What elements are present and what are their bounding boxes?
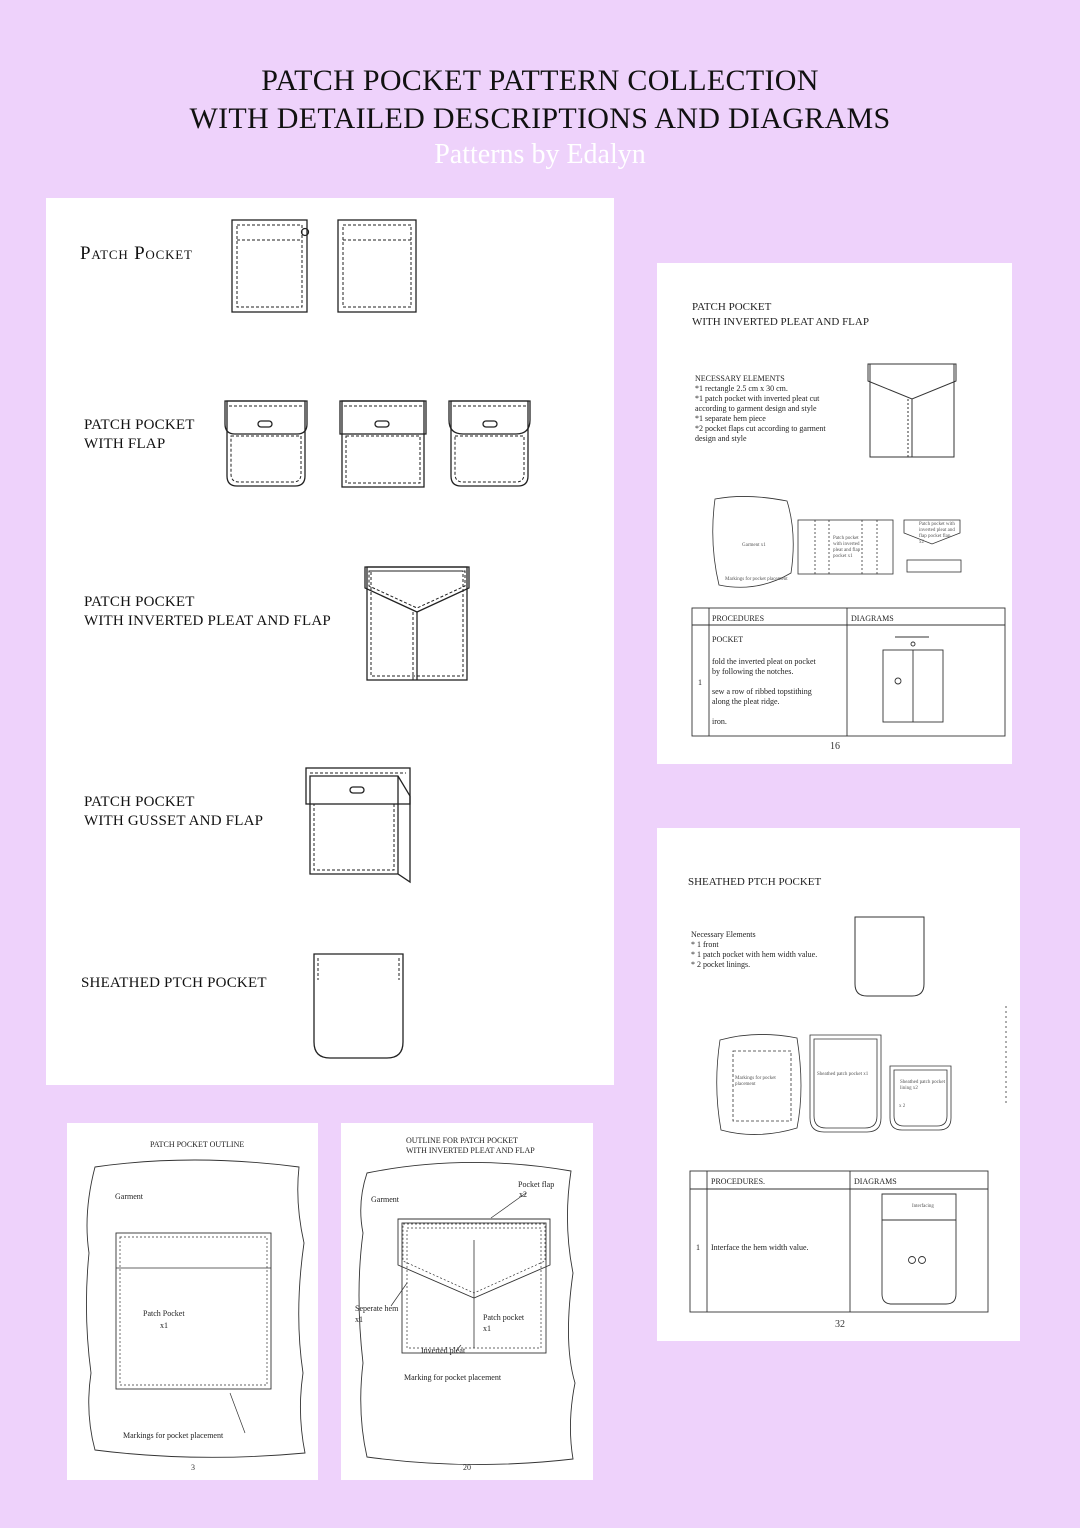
p32-diagram-label: Interfacing: [912, 1204, 934, 1209]
catalog-label-sheathed: SHEATHED PTCH POCKET: [81, 975, 267, 991]
p16-page-number: 16: [830, 741, 840, 752]
catalog-label-pleat-1: PATCH POCKET: [84, 594, 195, 610]
p3-garment: Garment: [115, 1192, 143, 1201]
p32-title: SHEATHED PTCH POCKET: [688, 876, 822, 888]
p32-pattern-pieces: [717, 1006, 1006, 1135]
p16-elem-3: according to garment design and style: [695, 404, 817, 413]
p3-pocket-label: Patch Pocket: [143, 1309, 185, 1318]
p16-col-procedures: PROCEDURES: [712, 614, 765, 623]
p16-step-4: along the pleat ridge.: [712, 697, 780, 706]
p32-row-number: 1: [696, 1243, 700, 1252]
p3-title: PATCH POCKET OUTLINE: [150, 1140, 245, 1149]
catalog-label-patch-pocket: Patch Pocket: [80, 243, 193, 264]
page-3: [67, 1123, 318, 1480]
catalog-label-gusset-2: WITH GUSSET AND FLAP: [84, 813, 264, 829]
p20-hem-qty: x1: [355, 1315, 363, 1324]
header: [0, 62, 1080, 172]
p32-elem-3: * 2 pocket linings.: [691, 960, 751, 969]
p32-page-number: 32: [835, 1319, 845, 1330]
p32-x2-label: x 2: [899, 1104, 906, 1109]
page-20-drawings: [341, 1123, 593, 1480]
inverted-pleat-pocket-drawing: [365, 567, 469, 680]
p16-elem-5: *2 pocket flaps cut according to garment: [695, 424, 826, 433]
p16-markings-label: Markings for pocket placement: [725, 577, 788, 582]
p16-elem-1: *1 rectangle 2.5 cm x 30 cm.: [695, 384, 788, 393]
p20-hem-label: Seperate hem: [355, 1304, 399, 1313]
catalog-label-flap-2: WITH FLAP: [84, 436, 166, 452]
flap-pocket-drawing-3: [449, 401, 530, 486]
catalog-label-gusset-1: PATCH POCKET: [84, 794, 195, 810]
p32-table: [690, 1171, 988, 1312]
page-3-drawings: [67, 1123, 318, 1480]
p20-pocket-qty: x1: [483, 1324, 491, 1333]
p16-col-diagrams: DIAGRAMS: [851, 614, 894, 623]
p20-pocket-label: Patch pocket: [483, 1313, 525, 1322]
p20-garment: Garment: [371, 1195, 399, 1204]
p20-title-2: WITH INVERTED PLEAT AND FLAP: [406, 1146, 535, 1155]
p16-title-2: WITH INVERTED PLEAT AND FLAP: [692, 316, 869, 328]
p16-elem-6: design and style: [695, 434, 747, 443]
p32-pocket-label: Sheathed patch pocket x1: [817, 1072, 869, 1077]
p32-elem-2: * 1 patch pocket with hem width value.: [691, 950, 818, 959]
catalog-page: [46, 198, 614, 1085]
p16-title-1: PATCH POCKET: [692, 301, 772, 313]
p16-step-3: sew a row of ribbed topstithing: [712, 687, 812, 696]
sheathed-pocket-drawing: [314, 954, 403, 1058]
p20-pleat-label: Inverted pleat: [421, 1346, 466, 1355]
p32-garment-label: Markings for pocket placement: [735, 1076, 776, 1087]
p32-lining-label: Sheathed patch pocket lining x2: [900, 1080, 945, 1091]
catalog-label-pleat-2: WITH INVERTED PLEAT AND FLAP: [84, 613, 331, 629]
p32-col-diagrams: DIAGRAMS: [854, 1177, 897, 1186]
patch-pocket-drawing-2: [338, 220, 416, 312]
subtitle: Patterns by Edalyn: [434, 139, 646, 170]
gusset-pocket-drawing: [306, 768, 410, 882]
p32-elem-1: * 1 front: [691, 940, 719, 949]
p16-step-2: by following the notches.: [712, 667, 794, 676]
p20-flap-qty: x2: [519, 1190, 527, 1199]
p16-step-5: iron.: [712, 717, 727, 726]
p16-garment-label: Garment x1: [742, 543, 766, 548]
catalog-label-flap-1: PATCH POCKET: [84, 417, 195, 433]
patch-pocket-drawing-1: [232, 220, 309, 312]
p32-step-0: Interface the hem width value.: [711, 1243, 809, 1252]
p16-pocket-label: Patch pocket with inverted pleat and flap pocket x1: [833, 536, 861, 559]
p20-flap-label: Pocket flap: [518, 1180, 555, 1189]
page-16: [657, 263, 1012, 764]
p3-pocket-qty: x1: [160, 1321, 168, 1330]
p16-step-0: POCKET: [712, 635, 744, 644]
p32-pocket-drawing: [855, 917, 924, 996]
p16-step-1: fold the inverted pleat on pocket: [712, 657, 816, 666]
p32-elem-0: Necessary Elements: [691, 930, 756, 939]
page-20: [341, 1123, 593, 1480]
page-32-drawings: [657, 828, 1020, 1341]
p16-pocket-drawing: [868, 364, 956, 457]
title-line-2: WITH DETAILED DESCRIPTIONS AND DIAGRAMS: [189, 102, 891, 135]
p3-markings: Markings for pocket placement: [123, 1431, 224, 1440]
title-line-1: PATCH POCKET PATTERN COLLECTION: [261, 64, 819, 97]
page-16-drawings: [657, 263, 1012, 764]
p16-row-number: 1: [698, 678, 702, 687]
p16-elem-4: *1 separate hem piece: [695, 414, 766, 423]
p16-elem-2: *1 patch pocket with inverted pleat cut: [695, 394, 820, 403]
p16-elem-0: NECESSARY ELEMENTS: [695, 374, 785, 383]
p20-title-1: OUTLINE FOR PATCH POCKET: [406, 1136, 518, 1145]
p20-page-number: 20: [463, 1463, 471, 1472]
p3-page-number: 3: [191, 1463, 195, 1472]
p20-markings: Marking for pocket placement: [404, 1373, 502, 1382]
catalog-drawings: [46, 198, 614, 1085]
flap-pocket-drawing-2: [340, 401, 426, 487]
page-32: [657, 828, 1020, 1341]
flap-pocket-drawing-1: [225, 401, 307, 486]
p32-col-procedures: PROCEDURES.: [711, 1177, 766, 1186]
p16-flap-label: Patch pocket with inverted pleat and flap pocket flap x2: [919, 522, 955, 545]
